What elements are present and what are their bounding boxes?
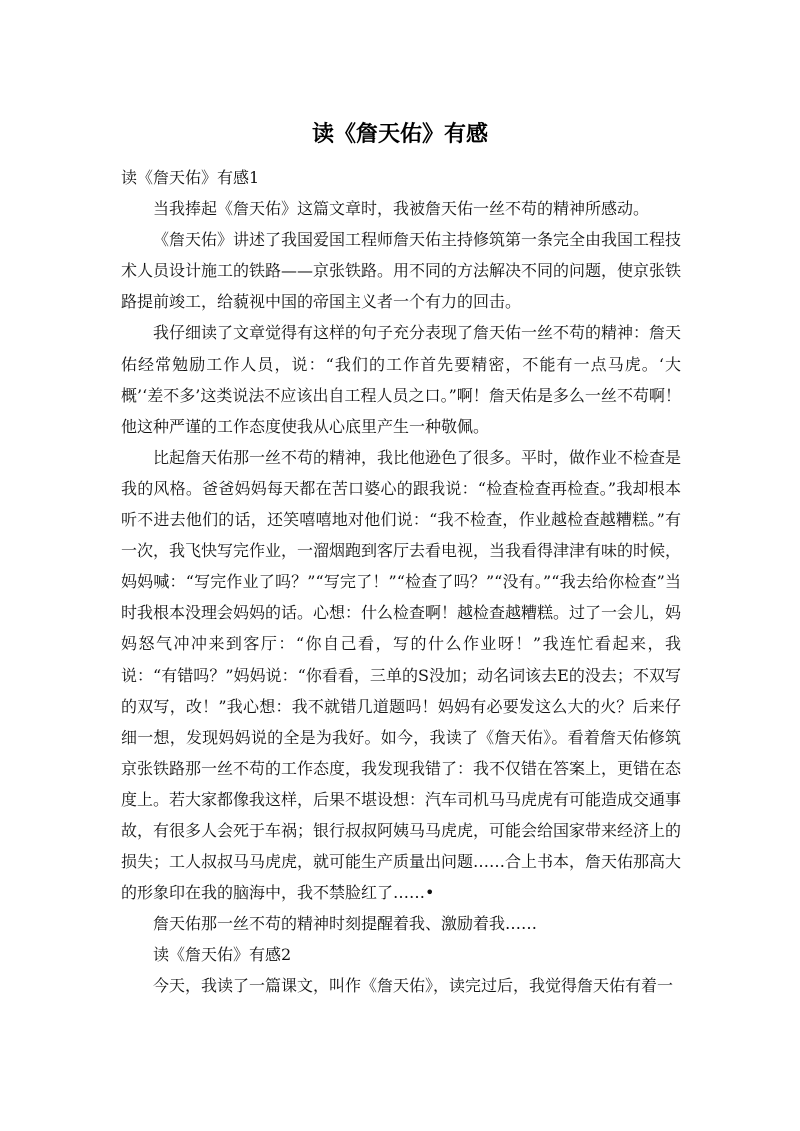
paragraph: 詹天佑那一丝不苟的精神时刻提醒着我、激励着我…… [153, 914, 538, 934]
paragraph: 《詹天佑》讲述了我国爱国工程师詹天佑主持修筑第一条完全由我国工程技术人员设计施工的铁路——京张铁路。用不同的方法解决不同的问题，使京张铁路提前竣工，给藐视中国的帝国主义者一个有力的回击。 [121, 230, 682, 312]
paragraph: 比起詹天佑那一丝不苟的精神，我比他逊色了很多。平时，做作业不检查是我的风格。爸爸妈妈每天都在苦口婆心的跟我说：“检查检查再检查。”我却根本听不进去他们的话，还笑嘻嘻地对他们说：“我不检查，作业越检查越糟糕。”有一次，我飞快写完作业，一溜烟跑到客厅去看电视，当我看得津津有味的时候，妈妈喊：“写完作业了吗？”“写完了！”“检查了吗？”“没有。”“我去给你检查”当时我根本没理会妈妈的话。心想：什么检查啊！越检查越糟糕。过了一会儿，妈妈怒气冲冲来到客厅：“你自己看，写的什么作业呀！”我连忙看起来，我说：“有错吗？”妈妈说：“你看看，三单的S没加；动名词该去E的没去；不双写的双写，改！”我心想：我不就错几道题吗！妈妈有必要发这么大的火？后来仔细一想，发现妈妈说的全是为我好。如今，我读了《詹天佑》。看着詹天佑修筑京张铁路那一丝不苟的工作态度，我发现我错了：我不仅错在答案上，更错在态度上。若大家都像我这样，后果不堪设想：汽车司机马马虎虎有可能造成交通事故，有很多人会死于车祸；银行叔叔阿姨马马虎虎，可能会给国家带来经济上的损失；工人叔叔马马虎虎，就可能生产质量出问题……合上书本，詹天佑那高大的形象印在我的脑海中，我不禁脸红了……• [121, 447, 682, 903]
section-heading-1: 读《詹天佑》有感1 [121, 168, 260, 187]
paragraph: 当我捧起《詹天佑》这篇文章时，我被詹天佑一丝不苟的精神所感动。 [153, 199, 650, 219]
section-heading-2: 读《詹天佑》有感2 [153, 945, 292, 965]
document-title: 读《詹天佑》有感 [311, 122, 488, 147]
paragraph: 我仔细读了文章觉得有这样的句子充分表现了詹天佑一丝不苟的精神：詹天佑经常勉励工作人员，说：“我们的工作首先要精密，不能有一点马虎。‘大概’‘差不多’这类说法不应该出自工程人员之口。”啊！詹天佑是多么一丝不苟啊！他这种严谨的工作态度使我从心底里产生一种敬佩。 [121, 323, 682, 436]
paragraph: 今天，我读了一篇课文，叫作《詹天佑》，读完过后，我觉得詹天佑有着一 [153, 976, 674, 996]
document-body [121, 162, 681, 1002]
